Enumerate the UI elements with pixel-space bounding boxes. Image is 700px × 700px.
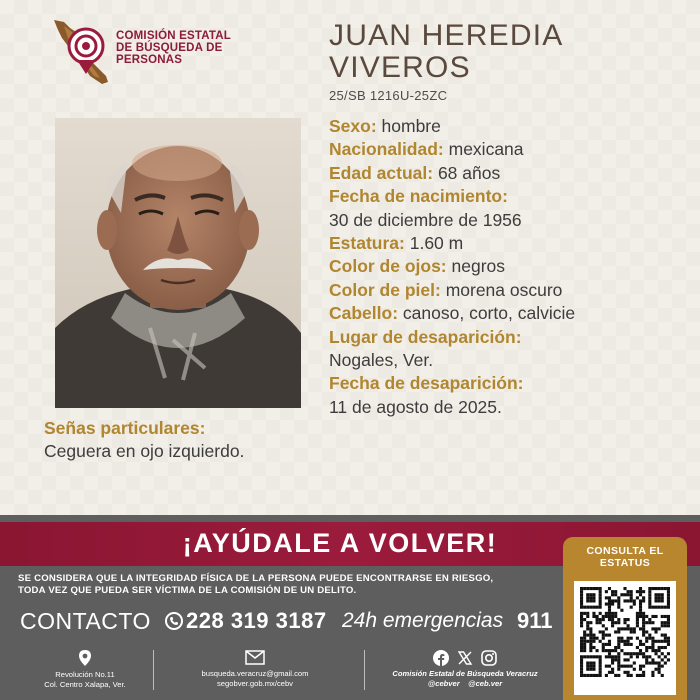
footer-social [380,650,550,689]
qr-title-line2: ESTATUS [599,557,651,569]
instagram-icon[interactable] [481,650,497,666]
qr-card [563,537,687,700]
detail-piel: Color de piel: morena oscuro [329,279,563,300]
qr-code[interactable] [580,587,670,677]
contact-phone[interactable]: 228 319 3187 [186,608,327,633]
footer-divider-2 [364,650,365,690]
detail-nacimiento-label: Fecha de nacimiento: [329,186,508,207]
social-icons [380,650,550,669]
address-line1: Revolución No.11 [55,670,115,679]
envelope-icon [245,650,265,665]
headline: ¡AYÚDALE A VOLVER! [182,528,498,558]
org-name [116,30,256,66]
detail-lugar-value: Nogales, Ver. [329,350,434,371]
social-handle-2[interactable]: @ceb.ver [468,679,503,688]
veracruz-map-pin-logo [50,18,112,86]
website-url[interactable]: segobver.gob.mx/cebv [217,679,293,688]
email-address[interactable]: busqueda.veracruz@gmail.com [201,669,309,678]
person-details [329,115,689,419]
person-name-line1: JUAN HEREDIA [329,19,564,52]
qr-title [563,545,687,569]
contact-row [20,606,570,638]
detail-edad: Edad actual: 68 años [329,162,501,183]
org-logo [50,18,250,88]
org-name-line3: PERSONAS [116,54,183,66]
detail-ojos: Color de ojos: negros [329,256,506,277]
org-name-line2: DE BÚSQUEDA DE [116,42,223,54]
distinguishing-marks [44,417,244,463]
case-id: 25/SB 1216U-25ZC [329,88,448,103]
qr-title-line1: CONSULTA EL [586,545,664,557]
contact-label: CONTACTO [20,608,151,634]
risk-warning-line1: SE CONSIDERA QUE LA INTEGRIDAD FÍSICA DE LA PERSONA PUEDE ENCONTRARSE EN RIESGO, [18,573,494,584]
risk-warning [18,573,558,597]
phone-icon [165,612,183,630]
distinguishing-marks-value: Ceguera en ojo izquierdo. [44,441,245,461]
address-line2: Col. Centro Xalapa, Ver. [44,680,126,689]
detail-cabello: Cabello: canoso, corto, calvicie [329,303,576,324]
detail-lugar-label: Lugar de desaparición: [329,326,522,347]
emergency-label: 24h emergencias [342,609,504,632]
x-icon[interactable] [457,650,473,666]
footer-divider-1 [153,650,154,690]
detail-nacionalidad: Nacionalidad: mexicana [329,139,524,160]
detail-fecha-desaparicion-label: Fecha de desaparición: [329,373,524,394]
social-account-name: Comisión Estatal de Búsqueda Veracruz [392,669,538,678]
facebook-icon[interactable] [433,650,449,666]
detail-sexo: Sexo: hombre [329,116,441,136]
person-photo [55,118,301,408]
org-name-line1: COMISIÓN ESTATAL [116,30,231,42]
detail-estatura: Estatura: 1.60 m [329,233,464,254]
qr-code-box[interactable] [574,581,676,695]
footer-address [40,650,130,690]
distinguishing-marks-label: Señas particulares: [44,418,206,438]
footer-email [180,650,330,689]
person-name [329,20,689,84]
detail-fecha-desaparicion-value: 11 de agosto de 2025. [329,396,502,417]
location-pin-icon [79,650,91,666]
risk-warning-line2: TODA VEZ QUE PUEDA SER VÍCTIMA DE LA COMISIÓN DE UN DELITO. [18,585,357,596]
person-name-line2: VIVEROS [329,51,471,84]
emergency-number[interactable]: 911 [517,608,553,633]
social-handle-1[interactable]: @cebver [427,679,460,688]
social-handles [380,679,550,689]
detail-nacimiento-value: 30 de diciembre de 1956 [329,209,522,230]
